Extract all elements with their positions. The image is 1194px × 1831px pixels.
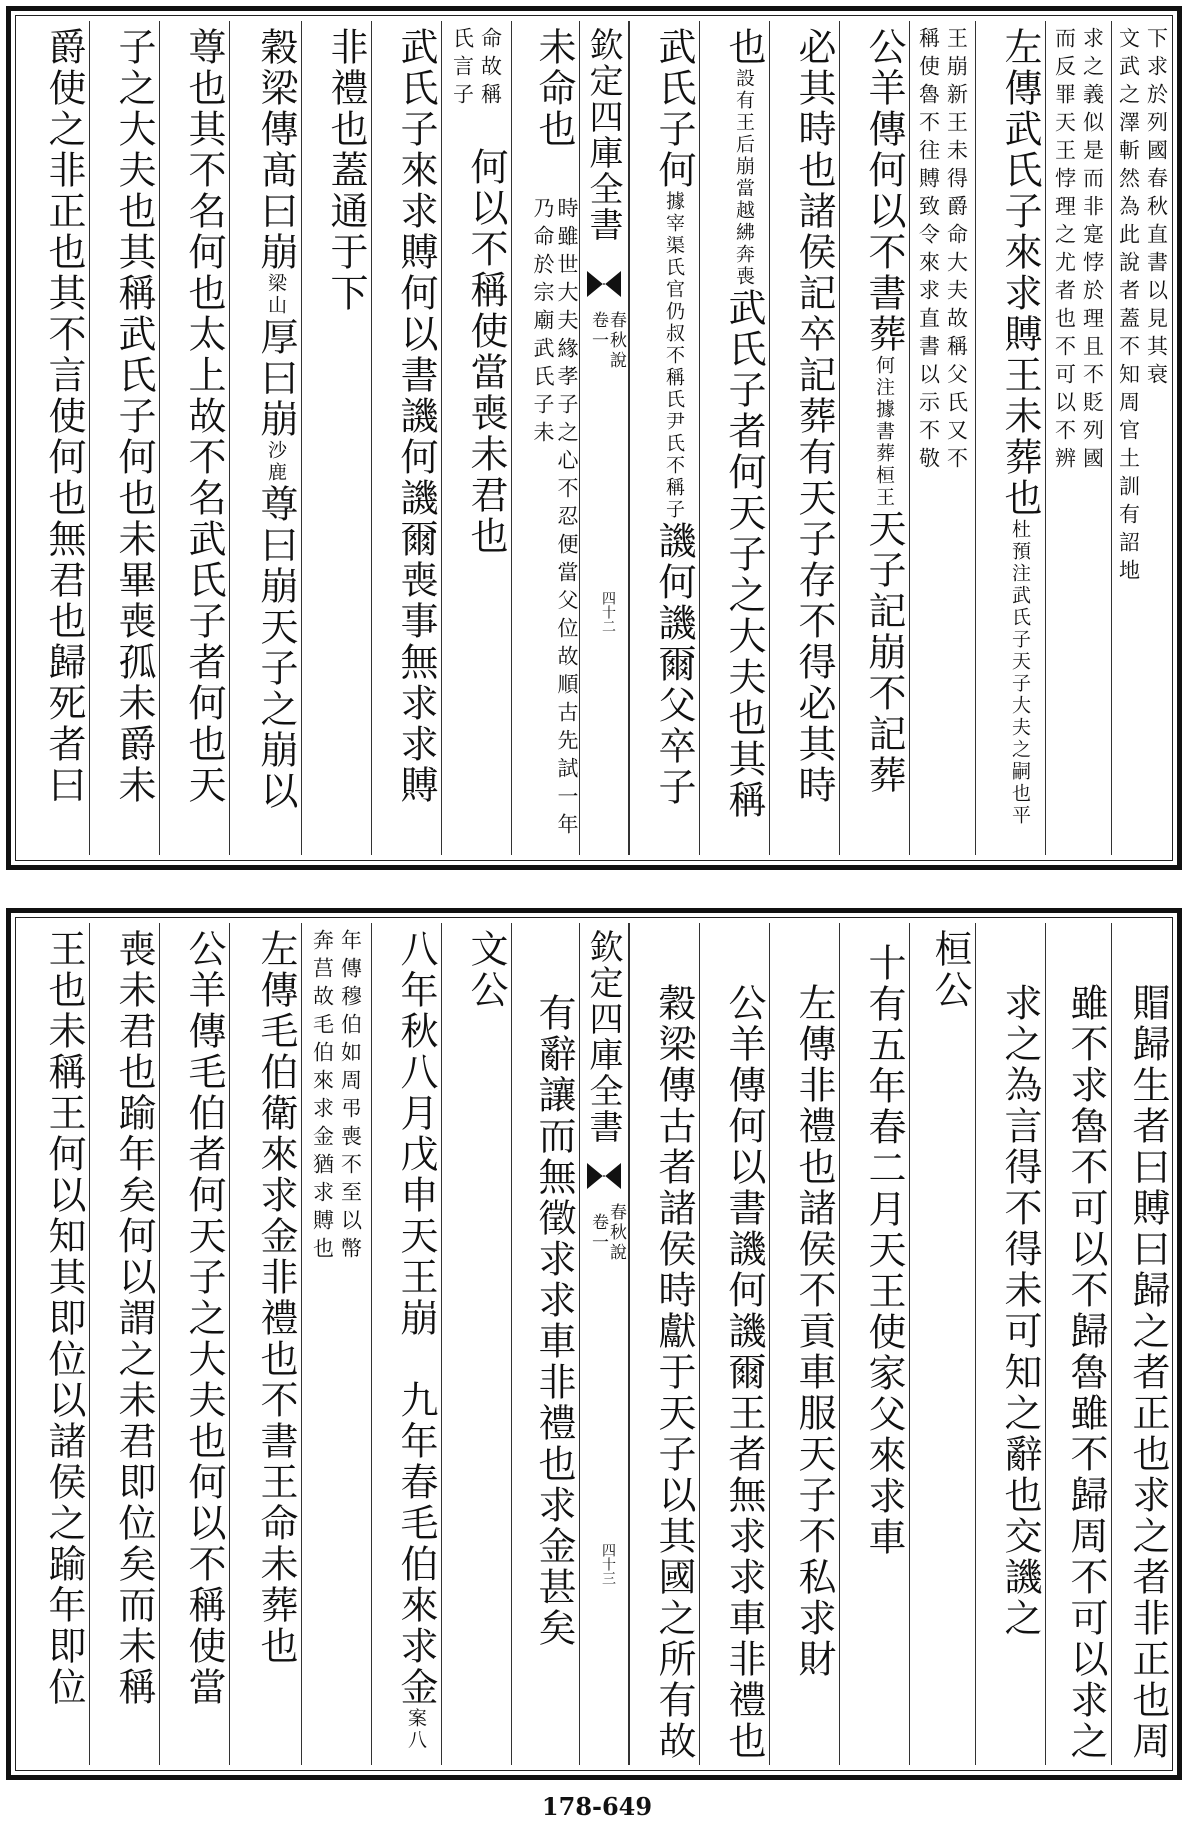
note-line: 王崩新王未得爵命大夫故稱父氏又不 <box>944 27 969 475</box>
folio-number: 四十三 <box>600 1543 616 1585</box>
column-text: 左傳武氏子來求賻王未葬也杜預注武氏子天子大夫之嗣也平 <box>998 27 1042 827</box>
column-text: 求之為言得不得未可知之辭也交譏之 <box>998 983 1042 1639</box>
column <box>19 21 89 855</box>
column <box>909 21 975 855</box>
column <box>19 923 89 1765</box>
column-text: 未命也 <box>532 27 576 150</box>
column-text: 也設有王后崩當越紼奔喪武氏子者何天子之大夫也其稱 <box>722 27 766 821</box>
center-book: 春秋說 <box>606 311 626 371</box>
column-text: 穀梁傳髙曰崩梁山厚曰崩沙鹿尊曰崩天子之崩以 <box>254 27 298 812</box>
column <box>909 923 975 1765</box>
column <box>159 21 229 855</box>
column-text: 穀梁傳古者諸侯時獻于天子以其國之所有故 <box>652 983 696 1762</box>
column-text: 武氏子何據宰渠氏官仍叔不稱氏尹氏不稱子譏何譏爾父卒子 <box>652 27 696 808</box>
note-line: 而反罪天王悖理之尤者也不可以不辨 <box>1052 27 1077 475</box>
column <box>699 21 769 855</box>
column-note <box>1046 21 1111 855</box>
column <box>371 923 441 1765</box>
column-text: 公羊傳何以書譏何譏爾王者無求求車非禮也 <box>722 983 766 1762</box>
column <box>629 923 699 1765</box>
column <box>89 21 159 855</box>
note-line: 奔莒故毛伯來求金猶求賻也 <box>310 929 335 1265</box>
column-text: 公羊傳何以不書葬何注據書葬桓王天子記崩不記葬 <box>862 27 906 796</box>
column <box>769 21 839 855</box>
column <box>301 21 371 855</box>
column-text: 喪未君也踰年矣何以謂之未君即位矣而未稱 <box>112 929 156 1708</box>
column <box>89 923 159 1765</box>
column <box>699 923 769 1765</box>
column-text: 賵歸生者曰賻曰歸之者正也求之者非正也周 <box>1126 983 1170 1762</box>
column-text: 有辭讓而無徵求求車非禮也求金甚矣 <box>532 993 576 1649</box>
center-title: 欽定四庫全書 <box>583 929 623 1145</box>
center-book: 春秋說 <box>606 1203 626 1263</box>
column-note <box>302 923 371 1765</box>
column <box>441 923 511 1765</box>
column-text: 左傳毛伯衛來求金非禮也不書王命未葬也 <box>254 929 298 1667</box>
column <box>371 21 441 855</box>
section-heading: 桓公 <box>928 929 972 1011</box>
column-text: 雖不求魯不可以不歸魯雖不歸周不可以求之 <box>1064 983 1108 1762</box>
column-text: 子之大夫也其稱武氏子何也未畢喪孤未爵未 <box>112 27 156 806</box>
column-text: 武氏子來求賻何以書譏何譏爾喪事無求求賻 <box>394 27 438 806</box>
column <box>1111 21 1173 855</box>
column-text: 八年秋八月戊申天王崩 九年春毛伯來求金案八 <box>394 929 438 1752</box>
note-line: 年傳穆伯如周弔喪不至以幣 <box>338 929 363 1265</box>
column <box>229 21 301 855</box>
column <box>1111 923 1173 1765</box>
bottom-page-frame <box>6 908 1182 1780</box>
note-line: 命故稱 <box>478 27 503 111</box>
column <box>839 21 909 855</box>
fishtail-icon <box>587 271 621 297</box>
column <box>511 923 579 1765</box>
column-text: 爵使之非正也其不言使何也無君也歸死者曰 <box>42 27 86 806</box>
column-note: 時雖世大夫緣孝子之心不忍便當父位故順古先試一年乃命於宗廟武氏子未 <box>531 197 579 841</box>
fishtail-icon <box>587 1163 621 1189</box>
column <box>159 923 229 1765</box>
column-note <box>1112 21 1173 855</box>
column <box>1045 21 1111 855</box>
column-text: 非禮也蓋通于下 <box>324 27 368 314</box>
column <box>1045 923 1111 1765</box>
page-number: 178-649 <box>541 1792 653 1821</box>
column <box>301 923 371 1765</box>
column <box>975 21 1045 855</box>
column-text: 尊也其不名何也太上故不名武氏子者何也天 <box>182 27 226 806</box>
note-line: 求之義似是而非寔悖於理且不貶列國 <box>1080 27 1105 475</box>
note-line: 文武之澤斬然為此說者蓋不知周官土訓有詔地 <box>1116 27 1141 587</box>
column <box>511 21 579 855</box>
column-text: 左傳非禮也諸侯不貢車服天子不私求財 <box>792 983 836 1680</box>
center-column <box>579 923 629 1765</box>
center-title: 欽定四庫全書 <box>583 27 623 243</box>
center-volume: 卷一 <box>588 1213 608 1253</box>
column-text: 文公 <box>464 929 508 1011</box>
column-note <box>910 21 975 855</box>
column <box>229 923 301 1765</box>
column-text: 十有五年春二月天王使家父來求車 <box>862 943 906 1558</box>
column <box>975 923 1045 1765</box>
column-text: 何以不稱使當喪未君也 <box>464 147 508 557</box>
top-page-frame <box>6 6 1182 870</box>
center-volume: 卷一 <box>588 311 608 351</box>
column <box>629 21 699 855</box>
column <box>839 923 909 1765</box>
column-text: 王也未稱王何以知其即位以諸侯之踰年即位 <box>42 929 86 1708</box>
note-line: 下求於列國春秋直書以見其衰 <box>1144 27 1169 391</box>
center-column <box>579 21 629 855</box>
column <box>441 21 511 855</box>
note-line: 氏言子 <box>450 27 475 111</box>
column-text: 公羊傳毛伯者何天子之大夫也何以不稱使當 <box>182 929 226 1708</box>
note-line: 稱使魯不往賻致令來求直書以示不敬 <box>916 27 941 475</box>
column <box>769 923 839 1765</box>
column-text: 必其時也諸侯記卒記葬有天子存不得必其時 <box>792 27 836 806</box>
folio-number: 四十二 <box>600 591 616 633</box>
